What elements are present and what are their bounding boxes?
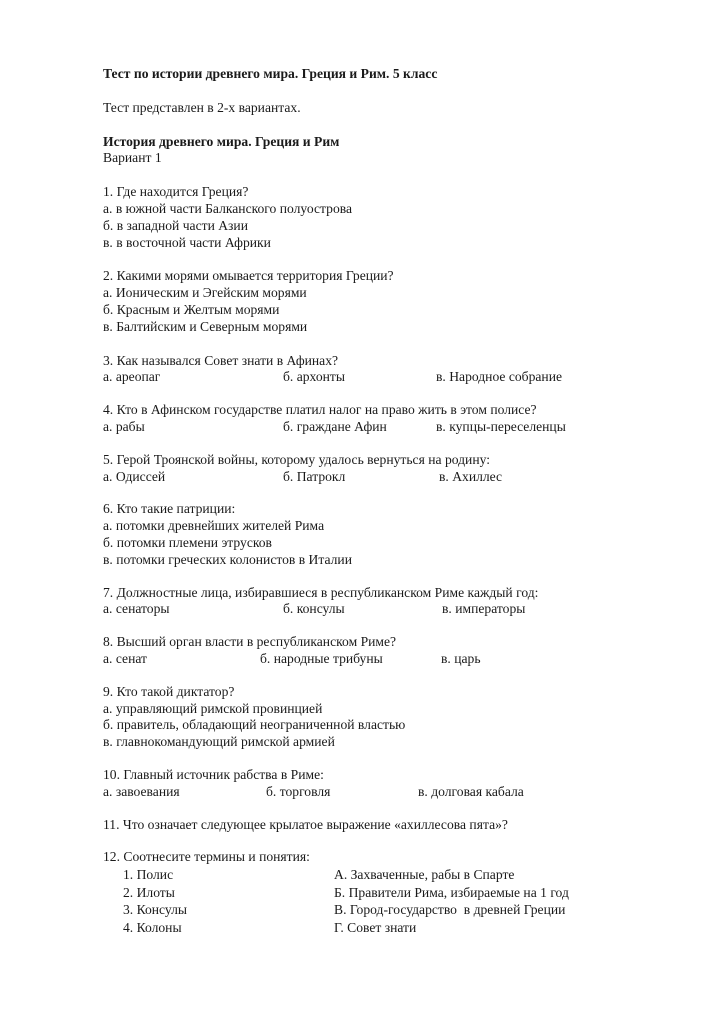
q3-options [103,369,703,386]
q5-option-a: а. Одиссей [103,468,166,484]
document-title: Тест по истории древнего мира. Греция и Рим. 5 класс [103,66,438,81]
definition-a: А. Захваченные, рабы в Спарте [334,867,515,883]
q4-option-c: в. купцы-переселенцы [436,418,566,434]
q3-option-b: б. архонты [283,369,345,385]
q4-options [103,419,703,436]
q8-option-b: б. народные трибуны [260,650,383,666]
q8-options [103,651,703,668]
q4-option-b: б. граждане Афин [283,418,387,434]
term-3: 3. Консулы [123,902,188,918]
q7-option-b: б. консулы [283,601,345,617]
q7-option-c: в. императоры [442,601,526,617]
variant-label: Вариант 1 [103,150,162,166]
q1-option-a: а. в южной части Балканского полуострова [103,200,353,216]
q3-option-a: а. ареопаг [103,369,161,385]
q9-option-b: б. правитель, обладающий неограниченной властью [103,717,406,733]
q2-option-b: б. Красным и Желтым морями [103,301,280,317]
q6-option-b: б. потомки племени этрусков [103,534,272,550]
q6-option-c: в. потомки греческих колонистов в Италии [103,551,352,567]
question-12: 12. Соотнесите термины и понятия: [103,849,310,865]
q3-option-c: в. Народное собрание [436,369,563,385]
q5-option-c: в. Ахиллес [439,468,503,484]
question-3: 3. Как назывался Совет знати в Афинах? [103,352,339,368]
q9-option-c: в. главнокомандующий римской армией [103,734,335,750]
question-5: 5. Герой Троянской войны, которому удалось вернуться на родину: [103,451,491,467]
q2-option-c: в. Балтийским и Северным морями [103,318,308,334]
match-row [103,901,703,919]
term-1: 1. Полис [123,867,174,883]
section-subtitle: История древнего мира. Греция и Рим [103,133,340,149]
q5-options [103,469,703,486]
test-document [103,66,703,936]
question-9: 9. Кто такой диктатор? [103,683,235,699]
question-11: 11. Что означает следующее крылатое выражение «ахиллесова пята»? [103,816,508,832]
intro-text: Тест представлен в 2-х вариантах. [103,99,301,115]
question-7: 7. Должностные лица, избиравшиеся в республиканском Риме каждый год: [103,584,539,600]
q1-option-b: б. в западной части Азии [103,217,248,233]
q7-option-a: а. сенаторы [103,601,170,617]
question-10: 10. Главный источник рабства в Риме: [103,766,324,782]
match-row [103,866,703,884]
q5-option-b: б. Патрокл [283,468,346,484]
q10-options [103,784,703,801]
q9-option-a: а. управляющий римской провинцией [103,700,323,716]
match-row [103,884,703,902]
q8-option-c: в. царь [441,650,481,666]
q4-option-a: а. рабы [103,418,145,434]
match-row [103,919,703,937]
q7-options [103,601,703,618]
question-1: 1. Где находится Греция? [103,184,249,200]
q10-option-c: в. долговая кабала [418,783,524,799]
question-2: 2. Какими морями омывается территория Греции? [103,268,394,284]
question-6: 6. Кто такие патриции: [103,501,236,517]
definition-d: Г. Совет знати [334,919,417,935]
q10-option-b: б. торговля [266,783,331,799]
q1-option-c: в. в восточной части Африки [103,234,271,250]
question-8: 8. Высший орган власти в республиканском Риме? [103,634,397,650]
definition-c: В. Город-государство в древней Греции [334,902,566,918]
term-2: 2. Илоты [123,884,175,900]
q10-option-a: а. завоевания [103,783,180,799]
definition-b: Б. Правители Рима, избираемые на 1 год [334,884,569,900]
term-4: 4. Колоны [123,919,182,935]
question-4: 4. Кто в Афинском государстве платил налог на право жить в этом полисе? [103,402,537,418]
q2-option-a: а. Ионическим и Эгейским морями [103,285,307,301]
q8-option-a: а. сенат [103,650,147,666]
q6-option-a: а. потомки древнейших жителей Рима [103,518,325,534]
